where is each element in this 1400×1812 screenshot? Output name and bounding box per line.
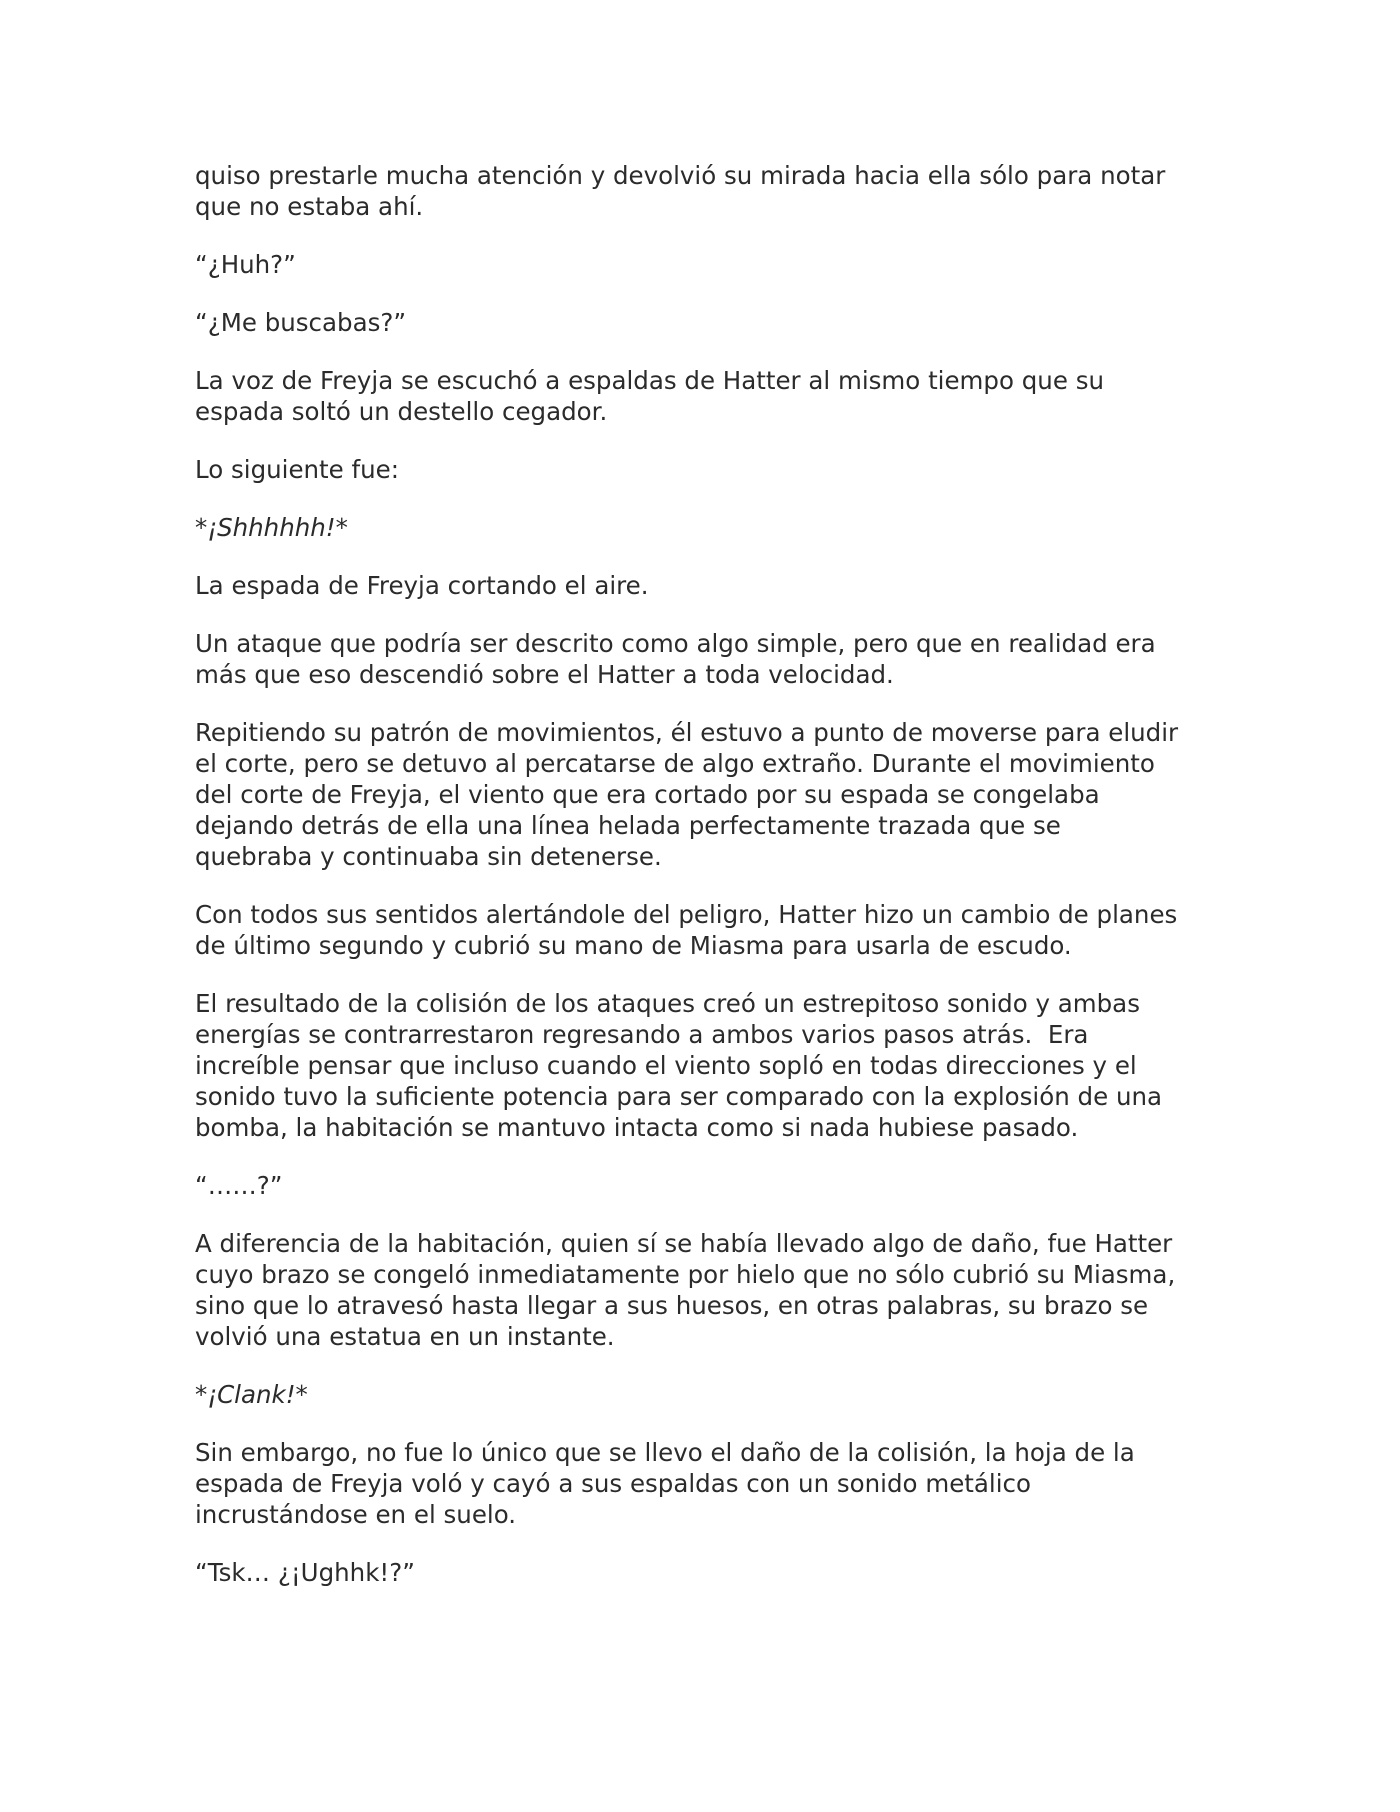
paragraph: Sin embargo, no fue lo único que se llevo el daño de la colisión, la hoja de la espada de Freyja voló y cayó a sus espaldas con un sonido metálico incrustándose en el suelo. — [195, 1438, 1135, 1529]
dialogue-line: “Tsk… ¿¡Ughhk!?” — [195, 1558, 415, 1587]
document-page — [195, 160, 1225, 1615]
sound-effect: *¡Shhhhhh!* — [195, 513, 348, 542]
sound-effect: *¡Clank!* — [195, 1380, 308, 1409]
dialogue-line: “……?” — [195, 1171, 283, 1200]
paragraph: La espada de Freyja cortando el aire. — [195, 571, 649, 600]
paragraph: quiso prestarle mucha atención y devolvió su mirada hacia ella sólo para notar que no estaba ahí. — [195, 161, 1166, 221]
paragraph: La voz de Freyja se escuchó a espaldas de Hatter al mismo tiempo que su espada soltó un destello cegador. — [195, 366, 1104, 426]
paragraph: A diferencia de la habitación, quien sí se había llevado algo de daño, fue Hatter cuyo brazo se congeló inmediatamente por hielo que no sólo cubrió su Miasma, sino que lo atravesó hasta llegar a sus huesos, en otras palabras, su brazo se volvió una estatua en un instante. — [195, 1229, 1176, 1351]
paragraph: El resultado de la colisión de los ataques creó un estrepitoso sonido y ambas energías se contrarrestaron regresando a ambos varios pasos atrás. Era increíble pensar que incluso cuando el viento sopló en todas direcciones y el sonido tuvo la suficiente potencia para ser comparado con la explosión de una bomba, la habitación se mantuvo intacta como si nada hubiese pasado. — [195, 989, 1163, 1142]
dialogue-line: “¿Me buscabas?” — [195, 308, 407, 337]
paragraph: Un ataque que podría ser descrito como algo simple, pero que en realidad era más que eso descendió sobre el Hatter a toda velocidad. — [195, 629, 1156, 689]
paragraph: Con todos sus sentidos alertándole del peligro, Hatter hizo un cambio de planes de último segundo y cubrió su mano de Miasma para usarla de escudo. — [195, 900, 1178, 960]
paragraph: Repitiendo su patrón de movimientos, él estuvo a punto de moverse para eludir el corte, pero se detuvo al percatarse de algo extraño. Durante el movimiento del corte de Freyja, el viento que era cortado por su espada se congelaba dejando detrás de ella una línea helada perfectamente trazada que se quebraba y continuaba sin detenerse. — [195, 718, 1179, 871]
dialogue-line: “¿Huh?” — [195, 250, 296, 279]
paragraph: Lo siguiente fue: — [195, 455, 400, 484]
